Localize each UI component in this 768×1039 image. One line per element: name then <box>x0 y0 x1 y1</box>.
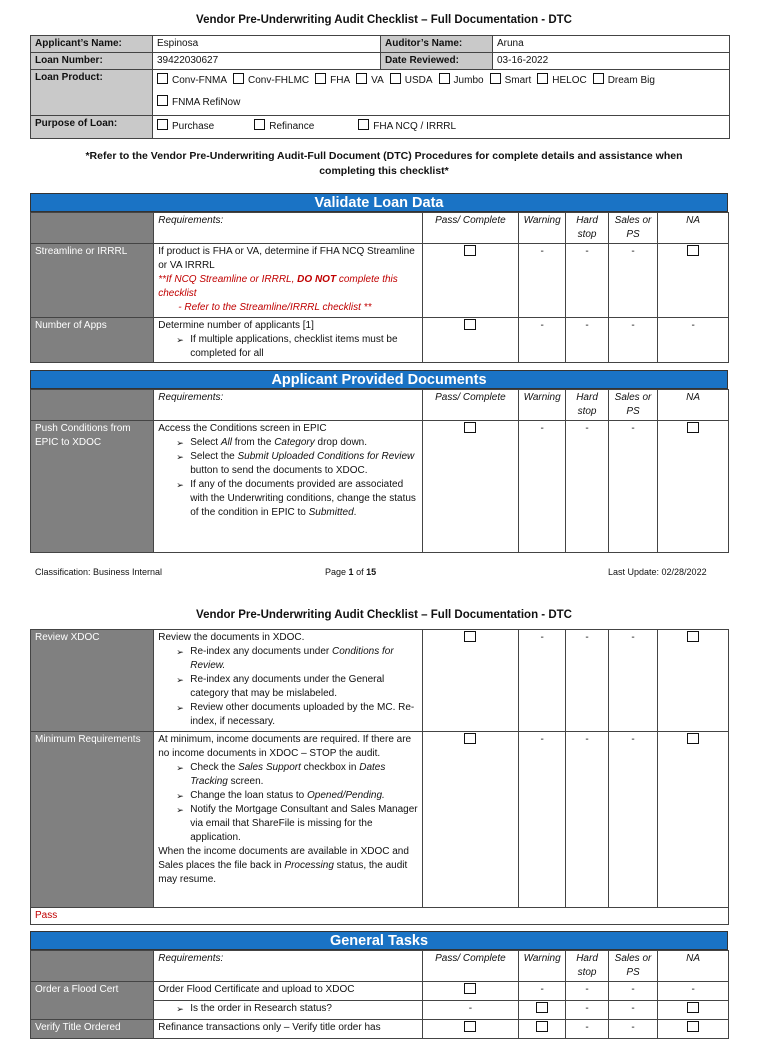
sales-ps-cell: - <box>608 982 657 1001</box>
loan-product-label: Loan Product: <box>31 70 153 116</box>
product-option[interactable]: Conv-FNMA <box>157 70 227 92</box>
validate-table <box>30 212 729 363</box>
applicant-value[interactable]: Espinosa <box>153 36 381 53</box>
row-label-minimum-requirements: Minimum Requirements <box>31 732 154 908</box>
pass-note: Pass <box>31 908 729 925</box>
checkbox[interactable] <box>157 73 168 84</box>
footer-classification: Classification: Business Internal <box>35 567 163 577</box>
checkbox[interactable] <box>356 73 367 84</box>
sales-ps-cell: - <box>608 421 657 553</box>
hard-stop-header: Hard stop <box>566 390 608 421</box>
hard-stop-header: Hard stop <box>566 213 608 244</box>
na-header: NA <box>658 390 729 421</box>
sales-ps-cell: - <box>608 732 657 908</box>
requirement-text: Refinance transactions only – Verify title order has <box>154 1020 423 1039</box>
sales-ps-cell: - <box>608 244 657 318</box>
product-option[interactable]: FNMA RefiNow <box>157 92 240 114</box>
na-checkbox[interactable] <box>658 1020 729 1039</box>
requirement-text: At minimum, income documents are required. If there are no income documents in XDOC – STOP the audit. ➢ Check the Sales Support checkbox in Dates Tracking screen. ➢ Change the loan status to Opened/Pending. ➢ Notify the Mortgage Consultant and Sales Manager via email that ShareFile is missing for the application. When the income documents are available in XDOC and Sales places the file back in Processing status, the audit may resume. <box>154 732 423 908</box>
side-blank <box>31 390 154 421</box>
product-option[interactable]: VA <box>356 70 384 92</box>
sales-ps-cell: - <box>608 630 657 732</box>
pass-complete-header: Pass/ Complete <box>422 213 518 244</box>
product-option[interactable]: Smart <box>490 70 532 92</box>
loan-number-label: Loan Number: <box>31 53 153 70</box>
pass-checkbox[interactable] <box>422 982 518 1001</box>
pass-checkbox[interactable] <box>422 421 518 553</box>
checkbox[interactable] <box>537 73 548 84</box>
product-option[interactable]: HELOC <box>537 70 586 92</box>
product-option[interactable]: USDA <box>390 70 433 92</box>
hard-stop-cell: - <box>566 630 608 732</box>
pass-checkbox[interactable] <box>422 318 518 363</box>
general-tasks-table <box>30 950 729 1039</box>
applicant-label: Applicant’s Name: <box>31 36 153 53</box>
hard-stop-cell: - <box>566 244 608 318</box>
row-label-flood-cert: Order a Flood Cert <box>31 982 154 1020</box>
checkbox[interactable] <box>490 73 501 84</box>
pass-checkbox[interactable] <box>422 1020 518 1039</box>
requirement-text: Order Flood Certificate and upload to XDOC <box>154 982 423 1001</box>
warning-cell: - <box>518 630 565 732</box>
warning-cell: - <box>518 732 565 908</box>
hard-stop-cell: - <box>566 318 608 363</box>
purpose-label: Purpose of Loan: <box>31 116 153 139</box>
pass-complete-header: Pass/ Complete <box>422 951 518 982</box>
auditor-value[interactable]: Aruna <box>493 36 730 53</box>
checkbox[interactable] <box>439 73 450 84</box>
warning-header: Warning <box>518 951 565 982</box>
row-label-streamline: Streamline or IRRRL <box>31 244 154 318</box>
checkbox[interactable] <box>233 73 244 84</box>
requirements-header: Requirements: <box>154 390 423 421</box>
page-title: Vendor Pre-Underwriting Audit Checklist – Full Documentation - DTC <box>196 14 572 26</box>
checkbox[interactable] <box>593 73 604 84</box>
purpose-option[interactable]: Purchase <box>157 117 214 137</box>
hard-stop-cell: - <box>566 732 608 908</box>
purpose-option[interactable]: Refinance <box>254 117 314 137</box>
product-option[interactable]: Dream Big <box>593 70 655 92</box>
na-cell: - <box>658 318 729 363</box>
checkbox[interactable] <box>254 119 265 130</box>
footer-last-update: Last Update: 02/28/2022 <box>608 567 707 577</box>
hard-stop-header: Hard stop <box>566 951 608 982</box>
row-label-number-of-apps: Number of Apps <box>31 318 154 363</box>
hard-stop-cell: - <box>566 421 608 553</box>
warning-checkbox[interactable] <box>518 1001 565 1020</box>
requirements-header: Requirements: <box>154 213 423 244</box>
sales-ps-header: Sales or PS <box>608 390 657 421</box>
warning-checkbox[interactable] <box>518 1020 565 1039</box>
na-checkbox[interactable] <box>658 630 729 732</box>
pass-cell: - <box>422 1001 518 1020</box>
date-reviewed-value[interactable]: 03-16-2022 <box>493 53 730 70</box>
requirement-text: ➢ Is the order in Research status? <box>154 1001 423 1020</box>
hard-stop-cell: - <box>566 982 608 1001</box>
warning-cell: - <box>518 318 565 363</box>
checkbox[interactable] <box>390 73 401 84</box>
row-label-review-xdoc: Review XDOC <box>31 630 154 732</box>
section-validate-loan-data: Validate Loan Data <box>30 193 728 212</box>
na-checkbox[interactable] <box>658 1001 729 1020</box>
warning-header: Warning <box>518 390 565 421</box>
sales-ps-header: Sales or PS <box>608 213 657 244</box>
requirement-text: Access the Conditions screen in EPIC ➢ Select All from the Category drop down. ➢ Select the Submit Uploaded Conditions for Review button to send the documents to XDOC. ➢ If any of the documents provided are associated with the Underwriting conditions, change the status of the condition in EPIC to Submitted. <box>154 421 423 553</box>
product-option[interactable]: FHA <box>315 70 350 92</box>
loan-product-options <box>153 70 730 116</box>
date-reviewed-label: Date Reviewed: <box>381 53 493 70</box>
purpose-option[interactable]: FHA NCQ / IRRRL <box>358 117 456 137</box>
sales-ps-cell: - <box>608 1020 657 1039</box>
loan-number-value[interactable]: 39422030627 <box>153 53 381 70</box>
warning-cell: - <box>518 982 565 1001</box>
sales-ps-cell: - <box>608 1001 657 1020</box>
warning-header: Warning <box>518 213 565 244</box>
checkbox[interactable] <box>157 95 168 106</box>
na-checkbox[interactable] <box>658 732 729 908</box>
page-title: Vendor Pre-Underwriting Audit Checklist – Full Documentation - DTC <box>196 609 572 621</box>
na-checkbox[interactable] <box>658 421 729 553</box>
na-checkbox[interactable] <box>658 244 729 318</box>
hard-stop-cell: - <box>566 1020 608 1039</box>
auditor-label: Auditor’s Name: <box>381 36 493 53</box>
section-applicant-provided-documents: Applicant Provided Documents <box>30 370 728 389</box>
checkbox[interactable] <box>358 119 369 130</box>
loan-info-table <box>30 35 730 139</box>
side-blank <box>31 951 154 982</box>
requirement-text: If product is FHA or VA, determine if FHA NCQ Streamline or VA IRRRL **If NCQ Streamline or IRRRL, DO NOT complete this checklist - Refer to the Streamline/IRRRL checklist ** <box>154 244 423 318</box>
requirements-header: Requirements: <box>154 951 423 982</box>
hard-stop-cell: - <box>566 1001 608 1020</box>
sales-ps-cell: - <box>608 318 657 363</box>
row-label-push-conditions: Push Conditions from EPIC to XDOC <box>31 421 154 553</box>
section-general-tasks: General Tasks <box>30 931 728 950</box>
applicant-docs-table-cont <box>30 629 729 925</box>
warning-cell: - <box>518 421 565 553</box>
sales-ps-header: Sales or PS <box>608 951 657 982</box>
checkbox[interactable] <box>157 119 168 130</box>
na-header: NA <box>658 213 729 244</box>
row-label-verify-title: Verify Title Ordered <box>31 1020 154 1039</box>
pass-checkbox[interactable] <box>422 244 518 318</box>
na-cell: - <box>658 982 729 1001</box>
requirement-text: Determine number of applicants [1] ➢ If multiple applications, checklist items must be completed for all <box>154 318 423 363</box>
footer-page-number: Page 1 of 15 <box>325 567 377 577</box>
pass-checkbox[interactable] <box>422 732 518 908</box>
requirement-text: Review the documents in XDOC. ➢ Re-index any documents under Conditions for Review. ➢ Re-index any documents under the General category that may be mislabeled. ➢ Review other documents uploaded by the MC. Re-index, if necessary. <box>154 630 423 732</box>
pass-checkbox[interactable] <box>422 630 518 732</box>
applicant-docs-table <box>30 389 729 553</box>
product-option[interactable]: Conv-FHLMC <box>233 70 309 92</box>
na-header: NA <box>658 951 729 982</box>
refer-note: *Refer to the Vendor Pre-Underwriting Audit-Full Document (DTC) Procedures for complete details and assistance when completing this checklist* <box>85 150 683 177</box>
side-blank <box>31 213 154 244</box>
pass-complete-header: Pass/ Complete <box>422 390 518 421</box>
product-option[interactable]: Jumbo <box>439 70 484 92</box>
warning-cell: - <box>518 244 565 318</box>
checkbox[interactable] <box>315 73 326 84</box>
purpose-options <box>153 116 730 139</box>
